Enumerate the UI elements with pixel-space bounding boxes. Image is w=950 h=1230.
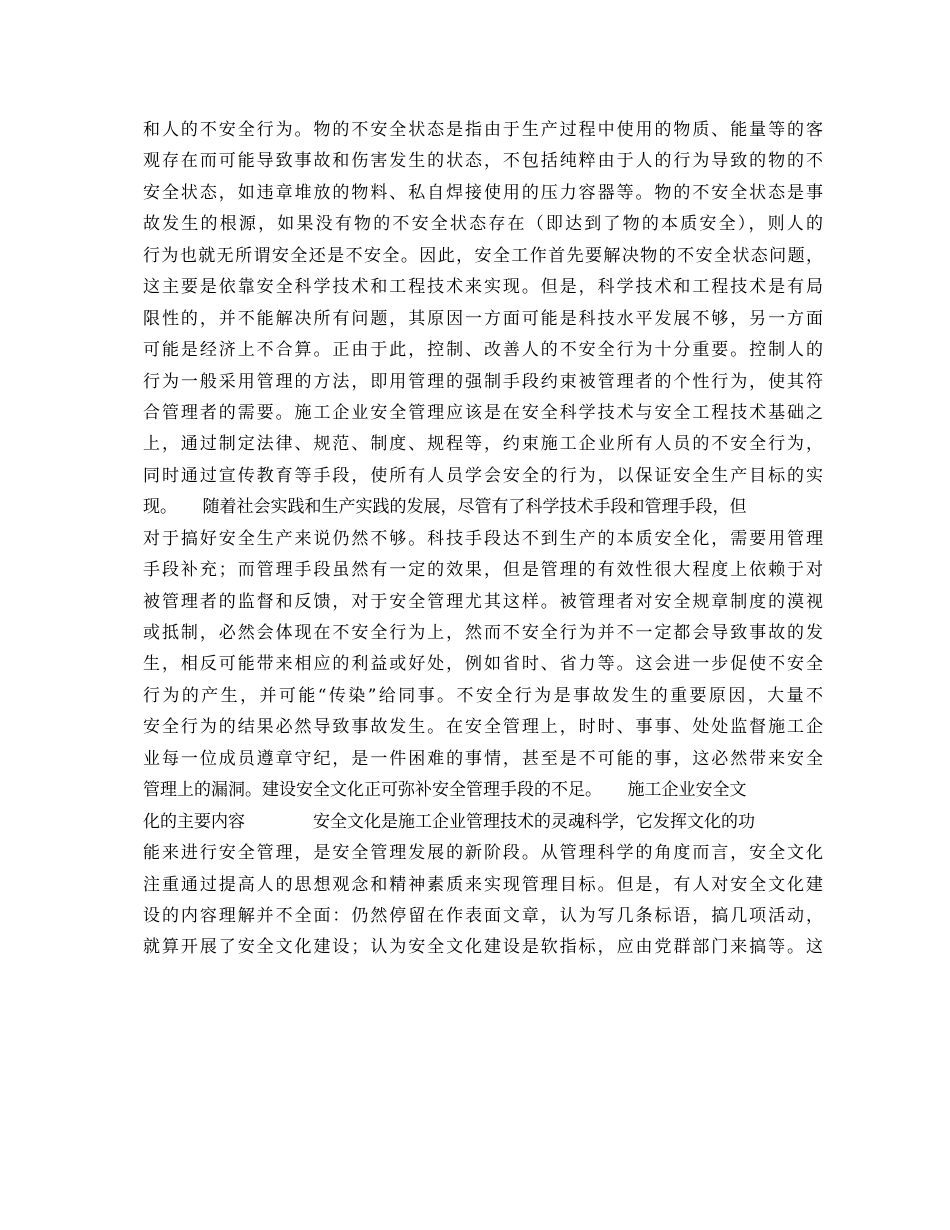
text-line: 上，通过制定法律、规范、制度、规程等，约束施工企业所有人员的不安全行为， bbox=[143, 434, 823, 455]
text-line: 手段补充；而管理手段虽然有一定的效果，但是管理的有效性很大程度上依赖于对 bbox=[143, 560, 823, 581]
text-line: 可能是经济上不合算。正由于此，控制、改善人的不安全行为十分重要。控制人的 bbox=[143, 340, 823, 361]
text-line: 和人的不安全行为。物的不安全状态是指由于生产过程中使用的物质、能量等的客 bbox=[143, 120, 823, 140]
text-line: 安全行为的结果必然导致事故发生。在安全管理上，时时、事事、处处监督施工企 bbox=[143, 717, 823, 738]
text-line: 同时通过宣传教育等手段，使所有人员学会安全的行为，以保证安全生产目标的实 bbox=[143, 465, 823, 486]
text-line: 限性的，并不能解决所有问题，其原因一方面可能是科技水平发展不够，另一方面 bbox=[143, 308, 823, 329]
text-line: 生，相反可能带来相应的利益或好处，例如省时、省力等。这会进一步促使不安全 bbox=[143, 654, 823, 675]
text-line: 故发生的根源，如果没有物的不安全状态存在（即达到了物的本质安全），则人的 bbox=[143, 214, 823, 235]
text-line: 设的内容理解并不全面：仍然停留在作表面文章，认为写几条标语，搞几项活动， bbox=[143, 905, 823, 926]
text-line: 就算开展了安全文化建设；认为安全文化建设是软指标，应由党群部门来搞等。这 bbox=[143, 937, 823, 958]
text-line: 观存在而可能导致事故和伤害发生的状态，不包括纯粹由于人的行为导致的物的不 bbox=[143, 151, 823, 172]
text-line: 合管理者的需要。施工企业安全管理应该是在安全科学技术与安全工程技术基础之 bbox=[143, 402, 823, 423]
text-line: 行为的产生，并可能“传染”给同事。不安全行为是事故发生的重要原因，大量不 bbox=[143, 685, 823, 706]
body-text bbox=[143, 115, 823, 964]
text-line: 现。 随着社会实践和生产实践的发展，尽管有了科学技术手段和管理手段，但 bbox=[143, 497, 747, 518]
text-line: 化的主要内容 安全文化是施工企业管理技术的灵魂科学，它发挥文化的功 bbox=[143, 811, 755, 832]
text-line: 业每一位成员遵章守纪，是一件困难的事情，甚至是不可能的事，这必然带来安全 bbox=[143, 748, 823, 769]
text-line: 安全状态，如违章堆放的物料、私自焊接使用的压力容器等。物的不安全状态是事 bbox=[143, 182, 823, 203]
text-line: 这主要是依靠安全科学技术和工程技术来实现。但是，科学技术和工程技术是有局 bbox=[143, 277, 823, 298]
text-line: 能来进行安全管理，是安全管理发展的新阶段。从管理科学的角度而言，安全文化 bbox=[143, 843, 823, 864]
text-line: 被管理者的监督和反馈，对于安全管理尤其这样。被管理者对安全规章制度的漠视 bbox=[143, 591, 823, 612]
text-line: 注重通过提高人的思想观念和精神素质来实现管理目标。但是，有人对安全文化建 bbox=[143, 874, 823, 895]
text-line: 行为也就无所谓安全还是不安全。因此，安全工作首先要解决物的不安全状态问题， bbox=[143, 245, 823, 266]
text-line: 或抵制，必然会体现在不安全行为上，然而不安全行为并不一定都会导致事故的发 bbox=[143, 623, 823, 643]
text-line: 对于搞好安全生产来说仍然不够。科技手段达不到生产的本质安全化，需要用管理 bbox=[143, 528, 823, 549]
text-line: 行为一般采用管理的方法，即用管理的强制手段约束被管理者的个性行为，使其符 bbox=[143, 371, 823, 392]
text-line: 管理上的漏洞。建设安全文化正可弥补安全管理手段的不足。 施工企业安全文 bbox=[143, 780, 747, 801]
